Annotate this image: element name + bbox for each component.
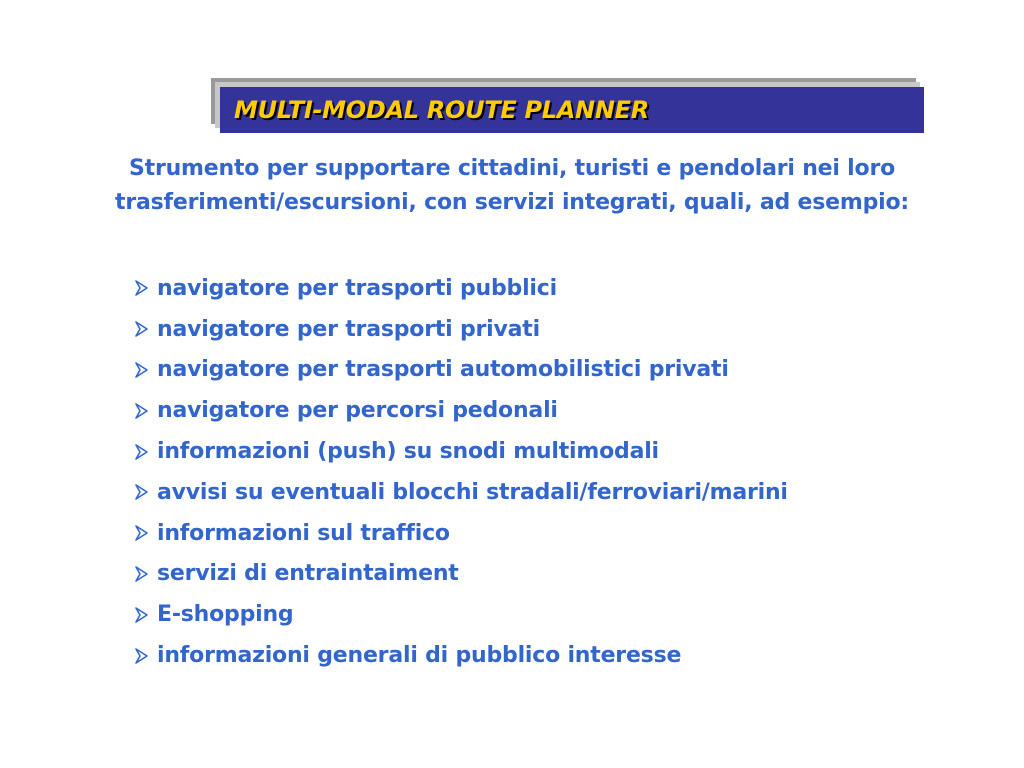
list-item	[131, 472, 788, 513]
list-item	[131, 350, 788, 391]
list-item-label: E-shopping	[157, 602, 294, 628]
list-item-label: informazioni generali di pubblico interesse	[157, 643, 682, 669]
intro-line: Strumento per supportare cittadini, turisti e pendolari nei loro	[128, 156, 896, 181]
arrow-bullet-icon	[131, 564, 151, 584]
intro-paragraph	[20, 152, 1004, 220]
arrow-bullet-icon	[131, 442, 151, 462]
arrow-bullet-icon	[131, 360, 151, 380]
intro-line: trasferimenti/escursioni, con servizi integrati, quali, ad esempio:	[115, 190, 909, 215]
list-item-label: navigatore per trasporti automobilistici privati	[157, 357, 729, 383]
bullet-list	[131, 268, 788, 676]
arrow-bullet-icon	[131, 605, 151, 625]
list-item-label: navigatore per trasporti privati	[157, 316, 540, 342]
list-item	[131, 309, 788, 350]
arrow-bullet-icon	[131, 646, 151, 666]
arrow-bullet-icon	[131, 319, 151, 339]
list-item-label: navigatore per percorsi pedonali	[157, 398, 558, 424]
list-item-label: navigatore per trasporti pubblici	[157, 275, 557, 301]
list-item-label: informazioni sul traffico	[157, 520, 450, 546]
list-item	[131, 594, 788, 635]
list-item	[131, 635, 788, 676]
list-item	[131, 554, 788, 595]
title-banner	[220, 87, 924, 133]
arrow-bullet-icon	[131, 523, 151, 543]
list-item-label: servizi di entraintaiment	[157, 561, 459, 587]
arrow-bullet-icon	[131, 401, 151, 421]
arrow-bullet-icon	[131, 482, 151, 502]
arrow-bullet-icon	[131, 278, 151, 298]
list-item	[131, 513, 788, 554]
list-item-label: avvisi su eventuali blocchi stradali/ferroviari/marini	[157, 479, 788, 505]
list-item	[131, 431, 788, 472]
slide-title: MULTI-MODAL ROUTE PLANNER	[234, 96, 649, 124]
list-item	[131, 268, 788, 309]
list-item-label: informazioni (push) su snodi multimodali	[157, 439, 659, 465]
list-item	[131, 390, 788, 431]
